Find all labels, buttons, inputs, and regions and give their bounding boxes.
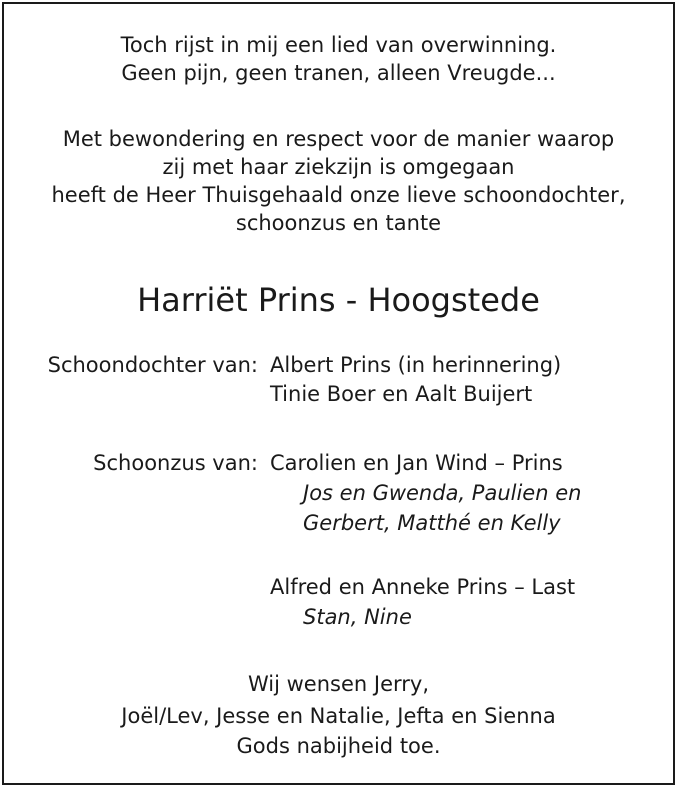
family-1-parents: Carolien en Jan Wind – Prins	[270, 451, 563, 475]
daughter-in-law-label: Schoondochter van:	[47, 353, 258, 377]
announcement-line-2: zij met haar ziekzijn is omgegaan	[162, 155, 515, 179]
family-1-children-line-2: Gerbert, Matthé en Kelly	[303, 511, 561, 535]
daughter-in-law-line-1: Albert Prins (in herinnering)	[270, 353, 562, 377]
family-2-children-line-1: Stan, Nine	[303, 605, 412, 629]
announcement-line-4: schoonzus en tante	[235, 211, 442, 235]
closing-line-3: Gods nabijheid toe.	[236, 734, 441, 758]
verse-line-2: Geen pijn, geen tranen, alleen Vreugde...	[121, 61, 556, 85]
family-2-parents: Alfred en Anneke Prins – Last	[270, 575, 576, 599]
family-1-children-line-1: Jos en Gwenda, Paulien en	[303, 481, 582, 505]
verse-line-1: Toch rijst in mij een lied van overwinning.	[120, 33, 557, 57]
daughter-in-law-line-2: Tinie Boer en Aalt Buijert	[270, 382, 533, 406]
deceased-name: Harriët Prins - Hoogstede	[137, 281, 540, 319]
announcement-line-1: Met bewondering en respect voor de manier waarop	[62, 127, 615, 151]
closing-line-1: Wij wensen Jerry,	[247, 672, 429, 696]
closing-line-2: Joël/Lev, Jesse en Natalie, Jefta en Sienna	[121, 704, 556, 728]
announcement-line-3: heeft de Heer Thuisgehaald onze lieve schoondochter,	[51, 183, 626, 207]
sister-in-law-label: Schoonzus van:	[93, 451, 258, 475]
